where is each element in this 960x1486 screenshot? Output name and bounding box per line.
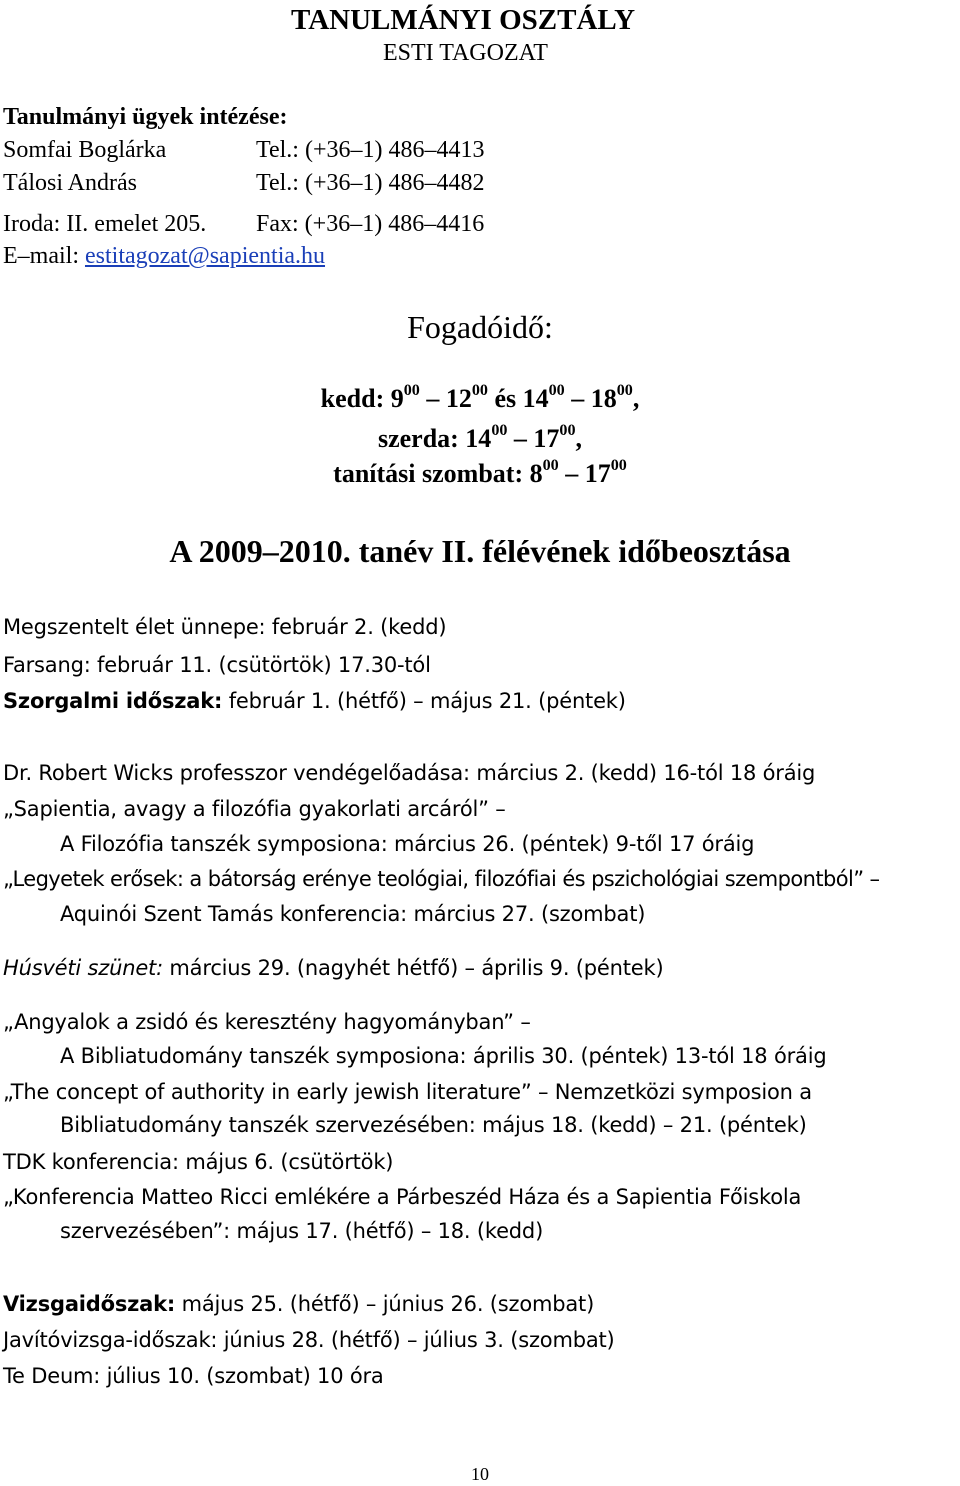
semester-heading: A 2009–2010. tanév II. félévének időbeosztása <box>169 533 791 569</box>
office-fax: Fax: (+36–1) 486–4416 <box>256 211 485 237</box>
event-aquinoi: Aquinói Szent Tamás konferencia: március 27. (szombat) <box>60 902 646 926</box>
contact-name: Somfai Boglárka <box>3 137 167 163</box>
study-period-label: Szorgalmi időszak: <box>3 689 223 713</box>
page-title: TANULMÁNYI OSZTÁLY <box>291 4 636 36</box>
contact-tel: Tel.: (+36–1) 486–4413 <box>256 137 485 163</box>
contacts-heading: Tanulmányi ügyek intézése: <box>3 104 288 130</box>
event-angyalok: „Angyalok a zsidó és keresztény hagyományban” – <box>3 1010 531 1034</box>
event-filozofia: A Filozófia tanszék symposiona: március 26. (péntek) 9-től 17 óráig <box>60 832 755 856</box>
easter-break-label: Húsvéti szünet: <box>3 956 163 980</box>
te-deum-line: Te Deum: július 10. (szombat) 10 óra <box>3 1364 384 1388</box>
semester-line: Farsang: február 11. (csütörtök) 17.30-tól <box>3 653 431 677</box>
office-hours-saturday: tanítási szombat: $8^{00} - 17^{00}$ <box>333 456 627 488</box>
exam-period-value: május 25. (hétfő) – június 26. (szombat) <box>175 1292 595 1316</box>
email-line <box>3 243 325 270</box>
contact-tel: Tel.: (+36–1) 486–4482 <box>256 170 485 196</box>
semester-line: Megszentelt élet ünnepe: február 2. (kedd) <box>3 615 447 639</box>
study-period-line <box>3 689 626 713</box>
page-number: 10 <box>471 1464 489 1484</box>
office-room: Iroda: II. emelet 205. <box>3 211 207 237</box>
email-label: E–mail: <box>3 243 79 269</box>
event-sapientia-title: „Sapientia, avagy a filozófia gyakorlati arcáról” – <box>3 797 506 821</box>
exam-period-line <box>3 1292 594 1316</box>
page-subtitle: ESTI TAGOZAT <box>383 40 548 66</box>
office-hours-wednesday: szerda: $14^{00} - 17^{00}$, <box>377 421 583 453</box>
exam-period-label: Vizsgaidőszak: <box>3 1292 176 1316</box>
event-ricci: „Konferencia Matteo Ricci emlékére a Párbeszéd Háza és a Sapientia Főiskola <box>3 1185 802 1209</box>
event-biblia-org: Bibliatudomány tanszék szervezésében: május 18. (kedd) – 21. (péntek) <box>60 1113 807 1137</box>
office-hours-heading: Fogadóidő: <box>407 309 553 345</box>
event-wicks: Dr. Robert Wicks professzor vendégelőadása: március 2. (kedd) 16-tól 18 óráig <box>3 761 816 785</box>
easter-break-line <box>3 956 663 980</box>
email-link[interactable]: estitagozat@sapientia.hu <box>84 243 326 269</box>
event-ricci-continued: szervezésében”: május 17. (hétfő) – 18. (kedd) <box>60 1219 544 1243</box>
event-legyetek: „Legyetek erősek: a bátorság erénye teológiai, filozófiai és pszichológiai szempontból” – <box>3 867 880 891</box>
contact-name: Tálosi András <box>3 170 137 196</box>
event-biblia-symposion: A Bibliatudomány tanszék symposiona: április 30. (péntek) 13-tól 18 óráig <box>60 1044 827 1068</box>
easter-break-value: március 29. (nagyhét hétfő) – április 9. (péntek) <box>162 956 664 980</box>
event-tdk: TDK konferencia: május 6. (csütörtök) <box>3 1150 394 1174</box>
study-period-value: február 1. (hétfő) – május 21. (péntek) <box>222 689 626 713</box>
retake-period-line: Javítóvizsga-időszak: június 28. (hétfő) – július 3. (szombat) <box>3 1328 615 1352</box>
office-hours-tuesday: kedd: $9^{00} - 12^{00}$ és $14^{00} - 18^{00}$, <box>320 381 640 413</box>
event-concept: „The concept of authority in early jewish literature” – Nemzetközi symposion a <box>3 1080 812 1104</box>
